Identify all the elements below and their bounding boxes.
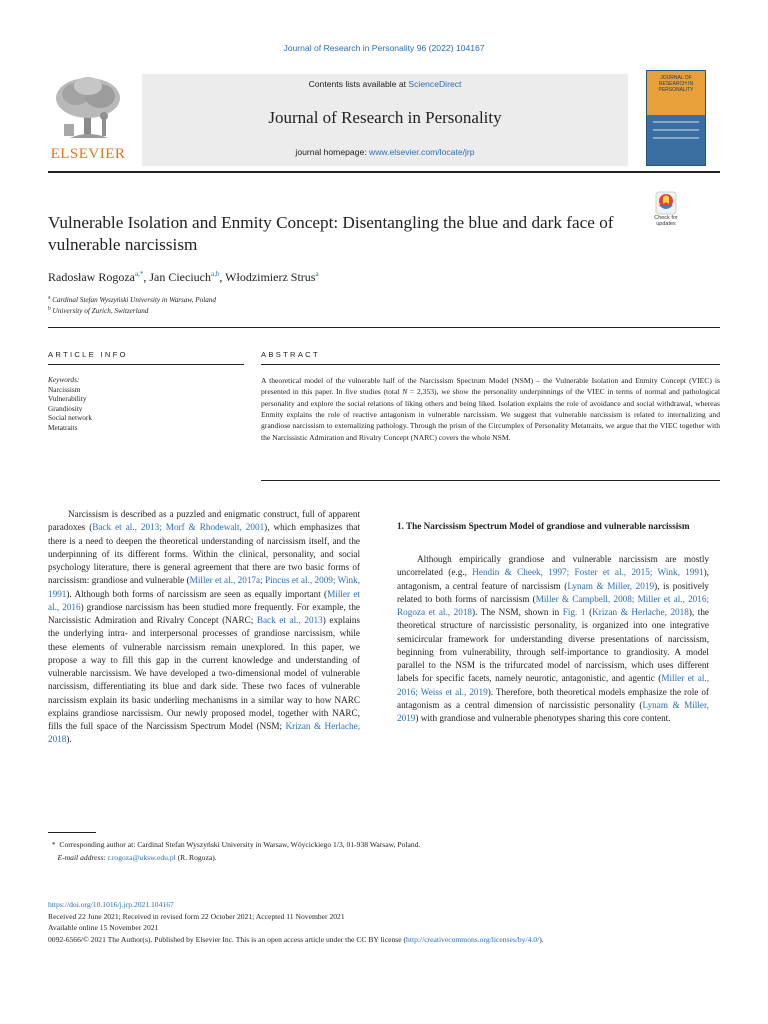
- journal-name: Journal of Research in Personality: [268, 108, 502, 127]
- footnote-mark: *: [51, 840, 56, 849]
- journal-masthead: [142, 74, 628, 166]
- homepage-line: [142, 147, 628, 157]
- citation-link[interactable]: Krizan & Herlache, 2018: [48, 721, 361, 745]
- crossmark-label: Check for updates: [654, 215, 678, 227]
- footnote-text: Corresponding author at: Cardinal Stefan Wyszyński University in Warsaw, Wóycickiego 1/3, 01-938 Warsaw, Poland.: [59, 840, 421, 849]
- body-column-left: [48, 508, 360, 747]
- license-prefix: 0092-6566/© 2021 The Author(s). Published by Elsevier Inc. This is an open access article under the CC BY license (: [48, 935, 407, 945]
- citation-link[interactable]: Krizan & Herlache, 2018: [592, 607, 689, 617]
- license-suffix: ).: [539, 935, 544, 945]
- received-dates: Received 22 June 2021; Received in revised form 22 October 2021; Accepted 11 November 2021: [48, 911, 345, 921]
- citation-link[interactable]: Back et al., 2013: [256, 615, 323, 625]
- article-title: Vulnerable Isolation and Enmity Concept: Disentangling the blue and dark face of vulnerable narcissism: [48, 213, 614, 254]
- citation-link[interactable]: Hendin & Cheek, 1997; Foster et al., 2015; Wink, 1991: [472, 567, 704, 578]
- section-heading: 1. The Narcissism Spectrum Model of grandiose and vulnerable narcissism: [397, 521, 690, 531]
- journal-header: [48, 70, 720, 168]
- keyword: Narcissism: [48, 384, 81, 394]
- body-text: ) grandiose narcissism has been studied more frequently. For example, the Narcissistic Admiration and Rivalry Concept (NARC;: [48, 601, 360, 625]
- body-text: ). Therefore, both theoretical models emphasize the role of antagonism as a central dimension of narcissistic personality (: [397, 686, 709, 710]
- keyword: Grandiosity: [48, 403, 83, 413]
- header-divider: [48, 171, 720, 173]
- available-online: Available online 15 November 2021: [48, 923, 159, 933]
- email-label: E-mail address:: [57, 852, 106, 862]
- citation-link[interactable]: Miller et al., 2016: [48, 588, 360, 612]
- body-text: ), antagonism, a central feature of narcissism (: [397, 567, 709, 591]
- body-text: ). The NSM, shown in: [472, 607, 563, 617]
- license-line: [48, 934, 748, 946]
- journal-citation[interactable]: Journal of Research in Personality 96 (2022) 104167: [283, 43, 485, 53]
- check-for-updates-badge[interactable]: [648, 191, 684, 233]
- license-link[interactable]: http://creativecommons.org/licenses/by/4.0/: [406, 935, 540, 945]
- body-text: ), the theoretical structure of narcissistic personality, is organized into one integrative semicircular framework for understanding diverse presentations of narcissism, beginning from vulnerability, through self-importance to grandiosity. A model parallel to the NSM is the trifurcated model of narcissism, which uses different labels for specific facets, namely neurotic, antagonistic, and agentic (: [397, 607, 709, 684]
- abstract-text: [261, 375, 720, 443]
- body-text: (: [585, 607, 593, 617]
- affiliation-text: University of Zurich, Switzerland: [52, 307, 149, 315]
- abstract-n-symbol: N: [402, 387, 408, 397]
- abstract-rule: [261, 364, 720, 365]
- keyword: Social network: [48, 413, 92, 423]
- email-suffix: (R. Rogoza).: [175, 852, 217, 862]
- body-text: Although empirically grandiose and vulnerable narcissism are mostly uncorrelated (e.g.,: [397, 554, 709, 578]
- citation-link[interactable]: Miller et al., 2016; Weiss et al., 2019: [397, 673, 709, 697]
- section-divider: [48, 327, 720, 328]
- affiliation-text: Cardinal Stefan Wyszyński University in Warsaw, Poland: [52, 296, 217, 304]
- article-info-rule: [48, 364, 244, 365]
- body-column-right: [397, 508, 709, 725]
- author-affiliation-mark[interactable]: a,b: [211, 270, 220, 278]
- body-text: ) explains the underlying intra- and interpersonal processes of grandiose narcissism, while these elements of vulnerable narcissism remain unexplored. In this paper, we propose a way to fill this gap in the current knowledge and understanding of vulnerable narcissism. We have developed a two-dimensional model of vulnerable narcissism, differentiating its blue and dark side. These two faces of vulnerable narcissism explain its basic underling mechanisms in a similar way to how NARC explains grandiose narcissism. Our newly proposed model, together with NARC, fills the full space of the Narcissism Spectrum Model (NSM;: [48, 615, 361, 731]
- body-text: ), is positively related to both forms of narcissism (: [397, 580, 709, 604]
- abstract-bottom-rule: [261, 480, 720, 481]
- corresponding-author-footnote: [48, 839, 720, 864]
- elsevier-logo: [48, 74, 128, 166]
- footnote-rule: [48, 832, 96, 833]
- abstract-heading: ABSTRACT: [261, 350, 320, 359]
- body-text: ) with grandiose and vulnerable phenotypes sharing this core content.: [415, 713, 671, 723]
- contents-line: [142, 79, 628, 89]
- body-paragraph: [48, 508, 360, 747]
- homepage-prefix: journal homepage:: [295, 147, 369, 157]
- contents-prefix: Contents lists available at: [308, 79, 409, 89]
- body-text: ), which emphasizes that there is a need to deepen the theoretical understanding of narcissism itself, and the underpinning of its different forms. Within the clinical, personality, and social psychology literature, there is general agreement that there are two basic forms of narcissism: grandiose and vulnerable (: [48, 522, 360, 586]
- cover-title: JOURNAL OF RESEARCH IN PERSONALITY: [647, 71, 705, 115]
- citation-link[interactable]: Lynam & Miller, 2019: [567, 580, 655, 591]
- keywords-label: Keywords:: [48, 375, 80, 384]
- sciencedirect-link[interactable]: ScienceDirect: [408, 79, 462, 89]
- citation-link[interactable]: Lynam & Miller, 2019: [397, 699, 709, 723]
- author-affiliation-mark[interactable]: a,*: [134, 270, 144, 278]
- citation-link[interactable]: Fig. 1: [562, 607, 586, 617]
- abstract-part: = 2,353), we show the personality underpinnings of the VIEC in terms of normal and pathological personality and explore the social relations of liking others and being liked. Isolation explains the role of avoidance and social withdrawal, whereas Enmity explains the role of reactive antagonism in vulnerable narcissism. We suggest that vulnerable narcissism is related to internalizing and grandiose narcissism to externalizing pathology. Through the prism of the Circumplex of Personality Metatraits, we argue that the VIEC together with the Narcissistic Admiration and Rivalry Concept (NARC) covers the whole NSM.: [261, 387, 720, 442]
- article-info-heading: ARTICLE INFO: [48, 350, 128, 359]
- affiliation: [48, 307, 148, 315]
- keywords-list: [48, 375, 92, 433]
- author-name[interactable]: Radosław Rogoza: [48, 270, 135, 284]
- elsevier-wordmark: ELSEVIER: [50, 146, 126, 162]
- abstract-part: A theoretical model of the vulnerable half of the Narcissism Spectrum Model (NSM) – the Vulnerable Isolation and Enmity Concept (VIEC) is presented in this paper. In five studies (total: [261, 376, 720, 397]
- crossmark-icon: [654, 191, 678, 215]
- doi-link[interactable]: https://doi.org/10.1016/j.jrp.2021.104167: [48, 900, 174, 909]
- body-paragraph: [397, 553, 709, 725]
- email-link[interactable]: r.rogoza@uksw.edu.pl: [107, 852, 176, 862]
- author-name[interactable]: Włodzimierz Strus: [225, 270, 316, 284]
- journal-homepage-link[interactable]: www.elsevier.com/locate/jrp: [369, 147, 475, 157]
- citation-link[interactable]: Miller & Campbell, 2008; Miller et al., 2016; Rogoza et al., 2018: [397, 593, 710, 617]
- author-name[interactable]: Jan Cieciuch: [149, 270, 211, 284]
- body-text: ).: [66, 734, 72, 745]
- author-list: Radosław Rogoza$^{a,*}$, Jan Cieciuch$^{a,b}$, Włodzimierz Strus$^a$: [48, 270, 319, 284]
- affiliation-mark: b: [48, 305, 51, 312]
- citation-link[interactable]: Back et al., 2013; Morf & Rhodewalt, 2001: [92, 522, 265, 533]
- citation-link[interactable]: Miller et al., 2017a; Pincus et al., 2009; Wink, 1991: [48, 575, 360, 599]
- keyword: Vulnerability: [48, 394, 87, 404]
- body-text: Narcissism is described as a puzzled and enigmatic construct, full of apparent paradoxes (: [48, 509, 360, 533]
- keyword: Metatraits: [48, 422, 78, 432]
- elsevier-tree-icon: [50, 74, 126, 144]
- journal-cover-thumbnail: [646, 70, 706, 166]
- author-affiliation-mark[interactable]: a: [315, 270, 319, 278]
- body-text: ). Although both forms of narcissism are seen as equally important (: [66, 588, 328, 599]
- affiliation: [48, 296, 216, 304]
- publication-info: [48, 899, 748, 946]
- affiliation-mark: a: [48, 294, 51, 301]
